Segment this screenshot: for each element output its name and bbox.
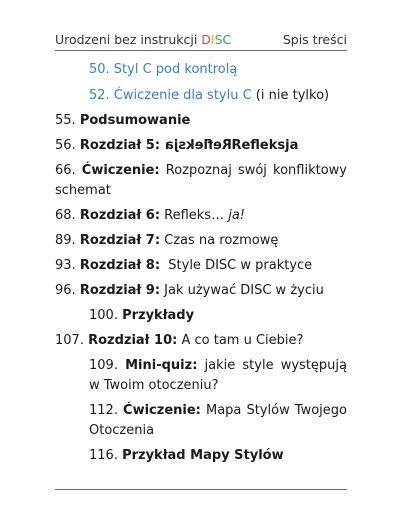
disc-letter-c: C bbox=[222, 31, 232, 47]
toc-entry-109[interactable] bbox=[89, 356, 347, 396]
toc-title: Style DISC w praktyce bbox=[160, 258, 313, 273]
book-title bbox=[55, 32, 231, 47]
toc-heading: Przykład Mapy Stylów bbox=[122, 448, 284, 463]
toc-heading: Rozdział 8: bbox=[79, 258, 161, 273]
toc-entry-66[interactable] bbox=[55, 161, 347, 201]
footer-divider bbox=[55, 489, 347, 490]
toc-entry-96[interactable] bbox=[55, 281, 347, 301]
toc-title: A co tam u Ciebie? bbox=[177, 333, 304, 348]
toc-entry-50[interactable] bbox=[89, 60, 347, 80]
toc-number: 100. bbox=[89, 308, 123, 323]
toc-entry-100[interactable] bbox=[89, 306, 347, 326]
toc-title: Jak używać DISC w życiu bbox=[160, 283, 324, 298]
toc-entry-116[interactable] bbox=[89, 446, 347, 466]
toc-entry-93[interactable] bbox=[55, 256, 347, 276]
toc-number: 89. bbox=[55, 233, 80, 248]
toc-heading: Rozdział 7: bbox=[79, 233, 161, 248]
disc-letter-s: S bbox=[214, 31, 223, 47]
toc-number: 68. bbox=[55, 208, 80, 223]
toc-title: Rozpoznaj swój konfliktowy schemat bbox=[55, 163, 347, 198]
toc-heading: Rozdział 6: bbox=[79, 208, 161, 223]
toc-heading: Rozdział 10: bbox=[88, 333, 178, 348]
disc-letter-d: D bbox=[201, 31, 211, 47]
toc-heading: Przykłady bbox=[122, 308, 195, 323]
running-header bbox=[55, 30, 347, 48]
toc-link-50[interactable]: 50. Styl C pod kontrolą bbox=[89, 62, 238, 77]
toc-entry-52[interactable] bbox=[89, 86, 347, 106]
toc-number: 112. bbox=[89, 403, 124, 418]
toc-heading: Rozdział 9: bbox=[79, 283, 161, 298]
section-title: Spis treści bbox=[282, 31, 347, 47]
toc-number: 66. bbox=[55, 163, 82, 178]
toc-number: 107. bbox=[55, 333, 89, 348]
header-divider bbox=[55, 50, 347, 51]
toc-title: Refleksja bbox=[231, 138, 299, 153]
book-title-text: Urodzeni bez instrukcji bbox=[55, 31, 202, 47]
toc-title-italic: ja! bbox=[228, 208, 246, 223]
toc-entry-55[interactable] bbox=[55, 111, 347, 131]
toc-number: 96. bbox=[55, 283, 80, 298]
toc-number: 109. bbox=[89, 358, 126, 373]
toc-number: 93. bbox=[55, 258, 80, 273]
toc-heading: Rozdział 5: bbox=[79, 138, 165, 153]
disc-letter-i: I bbox=[210, 31, 215, 47]
disc-logo-text bbox=[201, 32, 231, 47]
toc-title: Refleks… bbox=[160, 208, 229, 223]
toc-heading: Ćwiczenie: bbox=[81, 163, 160, 178]
toc-number: 56. bbox=[55, 138, 80, 153]
toc-entry-107[interactable] bbox=[55, 331, 347, 351]
toc-title: Czas na rozmowę bbox=[160, 233, 279, 248]
toc-entry-112[interactable] bbox=[89, 401, 347, 441]
toc-heading: Ćwiczenie: bbox=[123, 403, 201, 418]
toc-entry-56[interactable] bbox=[55, 136, 347, 156]
toc-entry-89[interactable] bbox=[55, 231, 347, 251]
toc-number: 55. bbox=[55, 113, 80, 128]
toc-heading: Mini-quiz: bbox=[125, 358, 198, 373]
toc-title: jakie style występują w Twoim otoczeniu? bbox=[89, 358, 347, 393]
mirrored-word: Refleksja bbox=[164, 138, 232, 153]
toc-link-52[interactable]: 52. Ćwiczenie dla stylu C bbox=[89, 88, 252, 103]
toc-number: 116. bbox=[89, 448, 123, 463]
toc-title: Mapa Stylów Twojego Otoczenia bbox=[89, 403, 347, 438]
toc-suffix-52: (i nie tylko) bbox=[251, 88, 330, 103]
toc-heading: Podsumowanie bbox=[79, 113, 191, 128]
toc-entry-68[interactable] bbox=[55, 206, 347, 226]
